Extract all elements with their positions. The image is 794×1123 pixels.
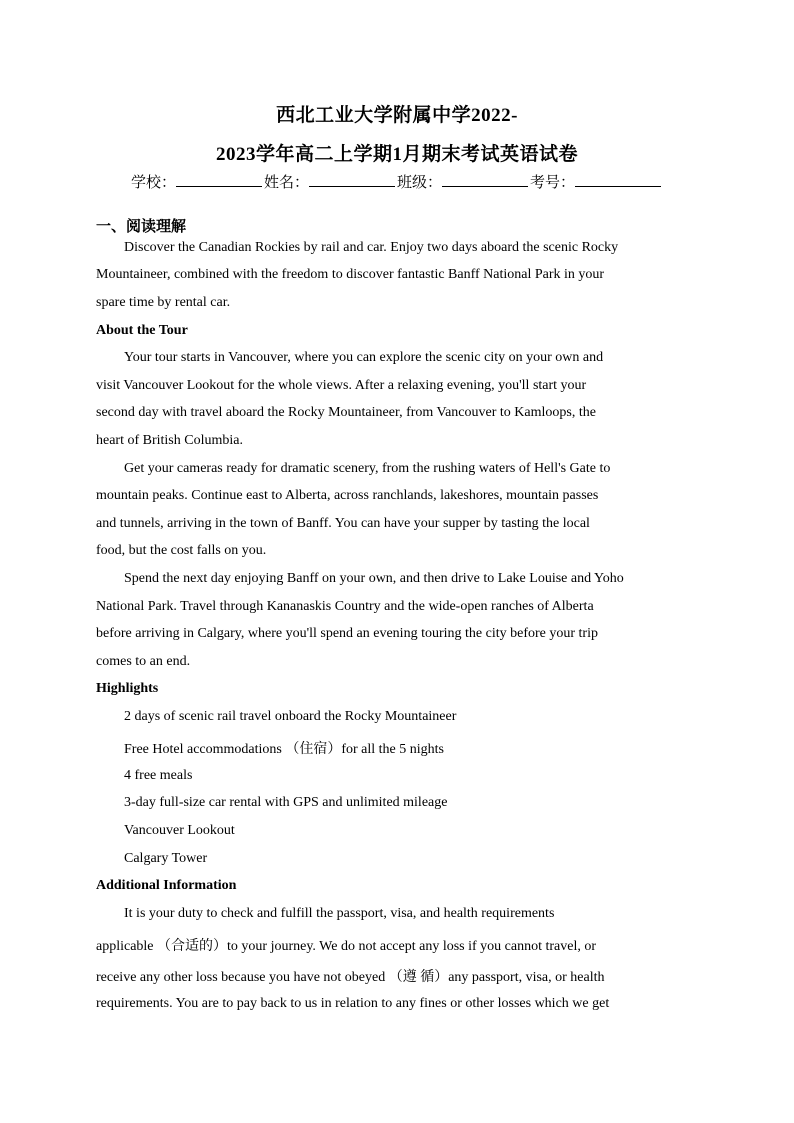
highlight-item: Calgary Tower: [124, 851, 208, 866]
additional-heading: Additional Information: [96, 878, 237, 893]
paragraph-line: visit Vancouver Lookout for the whole views. After a relaxing evening, you'll start your: [96, 378, 587, 393]
highlight-item: 3-day full-size car rental with GPS and unlimited mileage: [124, 795, 448, 810]
highlights-heading: Highlights: [96, 681, 159, 696]
section-title: 一、阅读理解: [96, 217, 187, 235]
paragraph-line: National Park. Travel through Kananaskis Country and the wide-open ranches of Alberta: [96, 599, 594, 614]
highlight-item: 4 free meals: [124, 768, 193, 783]
intro-line: Mountaineer, combined with the freedom to discover fantastic Banff National Park in your: [96, 267, 605, 282]
paragraph-line: before arriving in Calgary, where you'll spend an evening touring the city before your trip: [96, 626, 598, 641]
intro-line: spare time by rental car.: [96, 295, 231, 310]
highlight-item: Free Hotel accommodations （住宿）for all the 5 nights: [124, 742, 444, 757]
about-heading: About the Tour: [96, 323, 188, 338]
paragraph-line: Spend the next day enjoying Banff on your own, and then drive to Lake Louise and Yoho: [124, 571, 624, 586]
paragraph-line: It is your duty to check and fulfill the passport, visa, and health requirements: [124, 906, 555, 921]
paragraph-line: requirements. You are to pay back to us in relation to any fines or other losses which we get: [96, 996, 610, 1011]
school-blank[interactable]: [176, 172, 262, 187]
paragraph-line: second day with travel aboard the Rocky Mountaineer, from Vancouver to Kamloops, the: [96, 405, 596, 420]
name-blank[interactable]: [309, 172, 395, 187]
name-label: 姓名：: [263, 173, 309, 191]
intro-line: Discover the Canadian Rockies by rail and car. Enjoy two days aboard the scenic Rocky: [124, 240, 619, 255]
paragraph-line: receive any other loss because you have not obeyed （遵 循）any passport, visa, or health: [96, 970, 605, 985]
class-label: 班级：: [397, 173, 443, 191]
exam-title-line2: 2023学年高二上学期1月期末考试英语试卷: [215, 144, 578, 165]
highlight-item: 2 days of scenic rail travel onboard the Rocky Mountaineer: [124, 709, 457, 724]
student-info-row: [0, 171, 794, 192]
paragraph-line: heart of British Columbia.: [96, 433, 243, 448]
paragraph-line: Get your cameras ready for dramatic scenery, from the rushing waters of Hell's Gate to: [124, 461, 611, 476]
paragraph-line: applicable （合适的）to your journey. We do not accept any loss if you cannot travel, or: [96, 939, 597, 954]
paragraph-line: comes to an end.: [96, 654, 191, 669]
paragraph-line: food, but the cost falls on you.: [96, 543, 267, 558]
highlight-item: Vancouver Lookout: [124, 823, 235, 838]
exam-no-label: 考号：: [530, 173, 576, 191]
school-label: 学校：: [130, 173, 176, 191]
class-blank[interactable]: [442, 172, 528, 187]
paragraph-line: and tunnels, arriving in the town of Banff. You can have your supper by tasting the local: [96, 516, 590, 531]
paragraph-line: Your tour starts in Vancouver, where you can explore the scenic city on your own and: [124, 350, 604, 365]
exam-title-line1: 西北工业大学附属中学2022-: [276, 105, 518, 126]
exam-no-blank[interactable]: [575, 172, 661, 187]
paragraph-line: mountain peaks. Continue east to Alberta, across ranchlands, lakeshores, mountain passes: [96, 488, 599, 503]
